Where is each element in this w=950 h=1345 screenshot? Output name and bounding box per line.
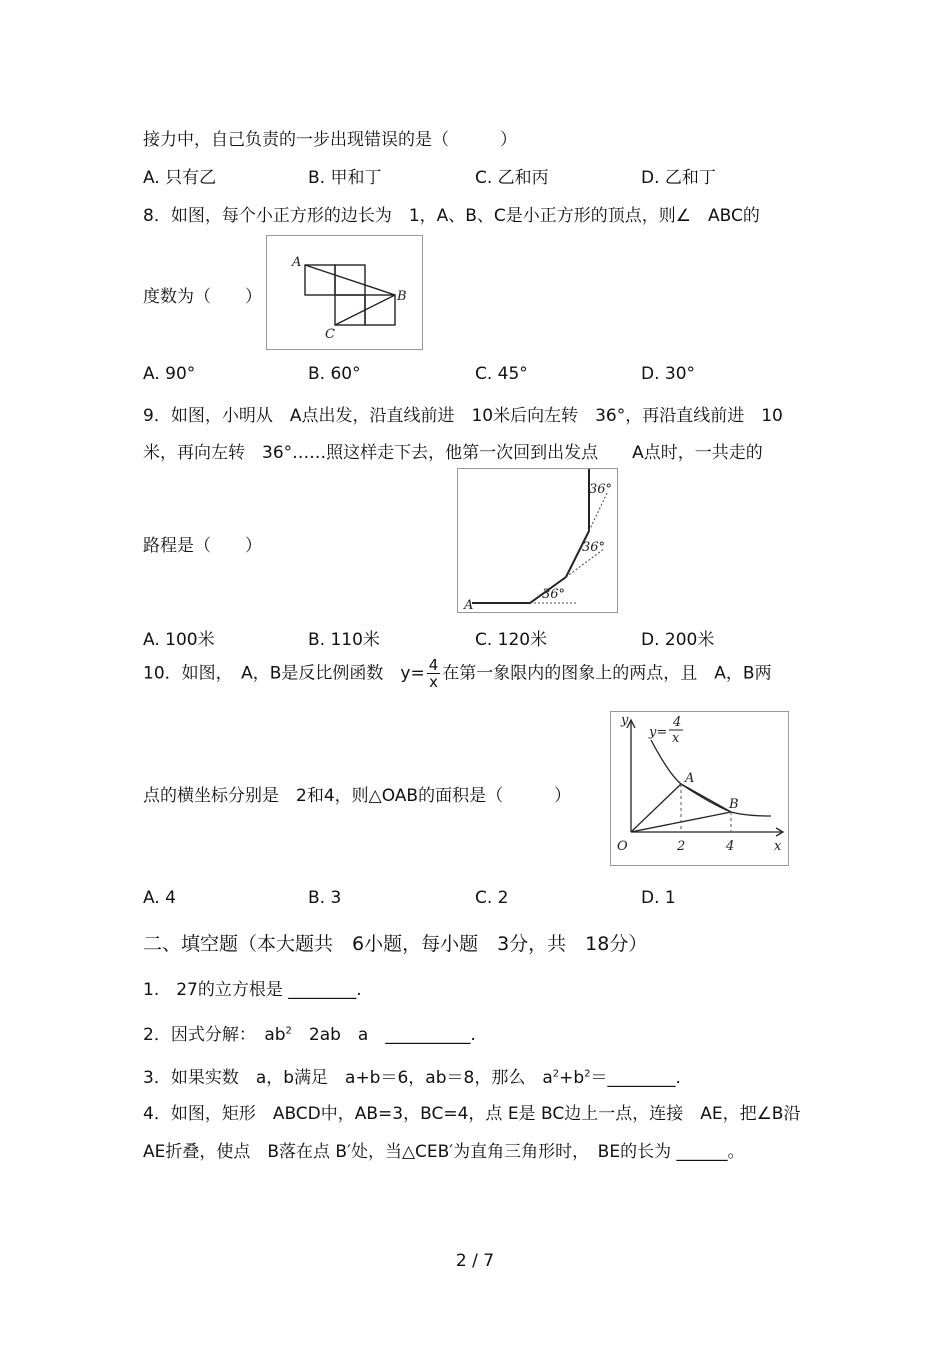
fill-q2-pre: 2．因式分解： ab: [143, 1025, 286, 1045]
q7-option-c: C. 乙和丙: [475, 168, 549, 188]
q10-point-a: A: [685, 771, 695, 786]
q10-origin: O: [617, 839, 628, 854]
q8-option-a: A. 90°: [143, 364, 196, 384]
fill-q3: [143, 1063, 681, 1088]
q9-line2: 米，再向左转 36°……照这样走下去，他第一次回到出发点 A点时，一共走的: [143, 443, 763, 463]
q10-option-c: C. 2: [475, 888, 509, 908]
q10-tick-4: 4: [726, 839, 735, 854]
q9-angle-1: 36°: [542, 587, 566, 602]
q9-angle-2: 36°: [582, 540, 606, 555]
q10-frac-den: x: [429, 673, 438, 691]
q10-func-den: x: [672, 731, 680, 746]
q8-label-c: C: [325, 327, 335, 342]
q8-figure: [266, 235, 423, 350]
q9-path-diagram: [458, 469, 617, 612]
q9-option-c: C. 120米: [475, 630, 548, 650]
q10-option-b: B. 3: [308, 888, 342, 908]
q10-line1-pre: 10．如图， A，B是反比例函数 y=: [143, 663, 425, 684]
q7-option-a: A. 只有乙: [143, 168, 217, 188]
q8-option-d: D. 30°: [641, 364, 696, 384]
q10-graph: [611, 712, 788, 865]
fill-q3-post: ＝________.: [590, 1068, 681, 1088]
q8-label-a: A: [292, 255, 302, 270]
q10-option-a: A. 4: [143, 888, 176, 908]
page-number: 2 / 7: [455, 1251, 495, 1271]
q7-tail-text: 接力中，自己负责的一步出现错误的是（ ）: [143, 130, 517, 150]
q8-option-c: C. 45°: [475, 364, 528, 384]
q10-frac-num: 4: [428, 656, 439, 674]
q7-option-b: B. 甲和丁: [308, 168, 382, 188]
q10-fraction: [427, 657, 441, 690]
q10-figure: [610, 711, 789, 866]
q10-line2: 点的横坐标分别是 2和4，则△OAB的面积是（ ）: [143, 786, 572, 806]
q10-y-axis-label: y: [621, 713, 629, 728]
q8-label-b: B: [397, 289, 407, 304]
q10-line1-post: 在第一象限内的图象上的两点，且 A，B两: [442, 663, 772, 684]
q10-func-num: 4: [673, 715, 682, 730]
q8-line2: 度数为（ ）: [143, 287, 262, 307]
q10-option-d: D. 1: [641, 888, 676, 908]
fill-q4-line2: AE折叠，使点 B落在点 B′处，当△CEB′为直角三角形时， BE的长为 ______。: [143, 1142, 745, 1162]
fill-q2-sup: 2: [285, 1025, 292, 1037]
q9-option-d: D. 200米: [641, 630, 715, 650]
fill-q3-sup1: 2: [552, 1068, 560, 1080]
fill-q3-pre: 3．如果实数 a，b满足 a+b＝6，ab＝8，那么 a: [143, 1068, 553, 1088]
fill-q3-sup2: 2: [584, 1068, 591, 1080]
fill-q2-post: 2ab a __________.: [291, 1025, 476, 1045]
fill-q3-mid: +b: [559, 1068, 585, 1088]
fill-q1: 1. 27的立方根是 ________.: [143, 980, 362, 1000]
q9-option-a: A. 100米: [143, 630, 215, 650]
q10-func-pre: y=: [649, 725, 668, 740]
q9-option-b: B. 110米: [308, 630, 380, 650]
q9-angle-3: 36°: [589, 482, 613, 497]
q10-x-axis-label: x: [774, 839, 782, 854]
fill-q2: [143, 1020, 476, 1045]
fill-q4-line1: 4．如图，矩形 ABCD中，AB=3，BC=4，点 E是 BC边上一点，连接 AE，把∠B沿: [143, 1104, 801, 1124]
q10-line1: [143, 657, 772, 690]
q9-line3: 路程是（ ）: [143, 536, 262, 556]
q9-label-a: A: [464, 598, 474, 612]
q10-tick-2: 2: [677, 839, 686, 854]
q8-option-b: B. 60°: [308, 364, 361, 384]
q7-option-d: D. 乙和丁: [641, 168, 716, 188]
q8-line1: 8．如图，每个小正方形的边长为 1，A、B、C是小正方形的顶点，则∠ ABC的: [143, 206, 760, 226]
q8-grid-diagram: [267, 236, 422, 349]
section2-heading: 二、填空题（本大题共 6小题，每小题 3分，共 18分）: [143, 933, 648, 955]
q9-figure: [457, 468, 618, 613]
q10-point-b: B: [729, 797, 739, 812]
q9-line1: 9．如图，小明从 A点出发，沿直线前进 10米后向左转 36°，再沿直线前进 10: [143, 406, 783, 426]
